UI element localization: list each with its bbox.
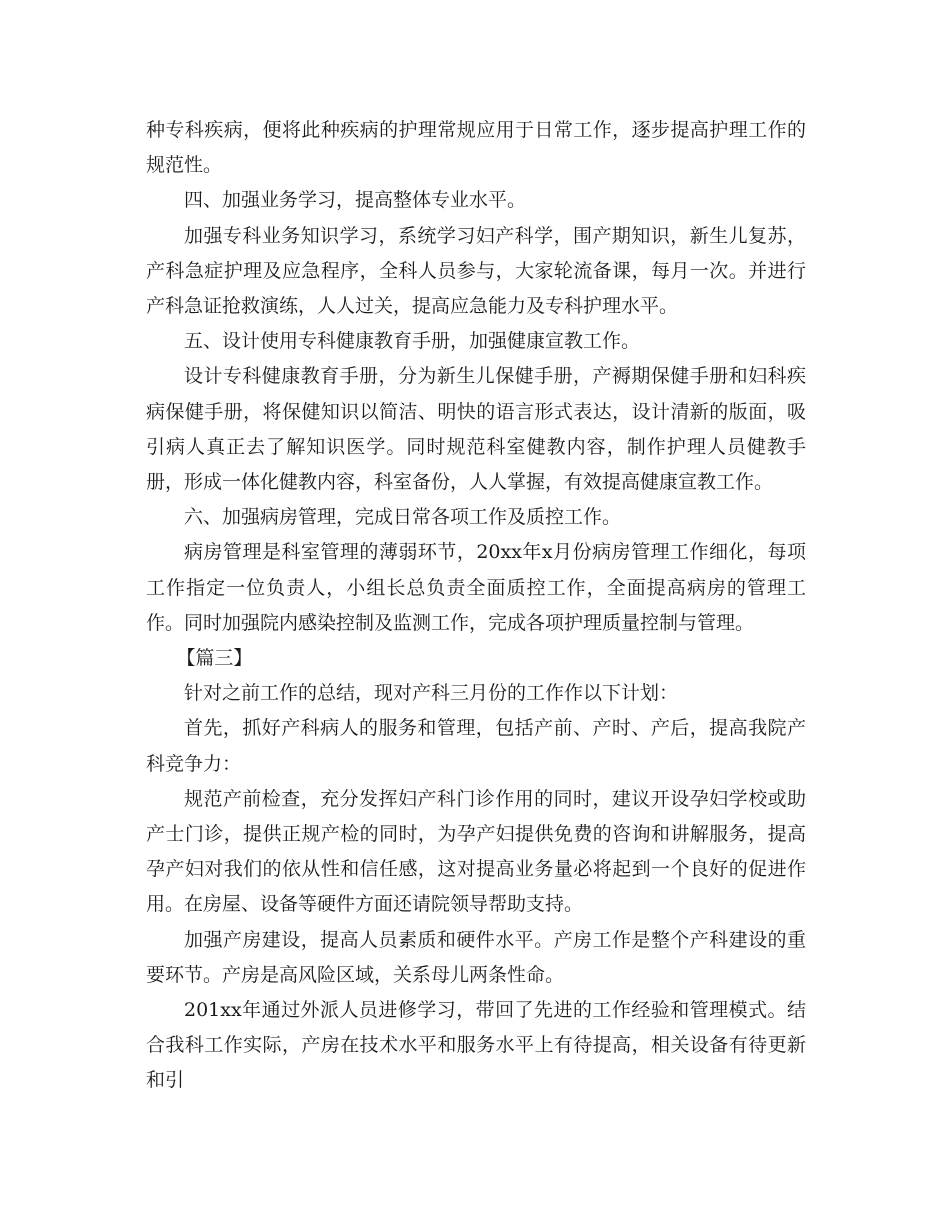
paragraph-delivery-room: 加强产房建设，提高人员素质和硬件水平。产房工作是整个产科建设的重要环节。产房是高风险区域，关系母儿两条性命。 (146, 928, 806, 986)
section-heading-four: 四、加强业务学习，提高整体专业水平。 (184, 189, 527, 212)
document-body (146, 113, 806, 1099)
paragraph-study: 加强专科业务知识学习，系统学习妇产科学，围产期知识，新生儿复苏，产科急症护理及应急程序，全科人员参与，大家轮流备课，每月一次。并进行产科急证抢救演练，人人过关，提高应急能力及专科护理水平。 (146, 224, 806, 318)
paragraph-education-handbook: 设计专科健康教育手册，分为新生儿保健手册，产褥期保健手册和妇科疾病保健手册，将保健知识以简洁、明快的语言形式表达，设计清新的版面，吸引病人真正去了解知识医学。同时规范科室健教内容，制作护理人员健教手册，形成一体化健教内容，科室备份，人人掌握，有效提高健康宣教工作。 (146, 365, 806, 494)
paragraph-plan-intro: 针对之前工作的总结，现对产科三月份的工作作以下计划： (184, 682, 679, 705)
paragraph-training: 201xx年通过外派人员进修学习，带回了先进的工作经验和管理模式。结合我科工作实际，产房在技术水平和服务水平上有待提高，相关设备有待更新和引 (146, 999, 806, 1092)
section-title-part-three: 【篇三】 (176, 647, 253, 670)
paragraph-continuation: 种专科疾病，便将此种疾病的护理常规应用于日常工作，逐步提高护理工作的规范性。 (146, 119, 806, 177)
section-heading-six: 六、加强病房管理，完成日常各项工作及质控工作。 (184, 506, 622, 529)
paragraph-first: 首先，抓好产科病人的服务和管理，包括产前、产时、产后，提高我院产科竞争力： (146, 717, 806, 775)
paragraph-ward-management: 病房管理是科室管理的薄弱环节，20xx年x月份病房管理工作细化，每项工作指定一位负责人，小组长总负责全面质控工作，全面提高病房的管理工作。同时加强院内感染控制及监测工作，完成各项护理质量控制与管理。 (146, 541, 806, 634)
paragraph-prenatal: 规范产前检查，充分发挥妇产科门诊作用的同时，建议开设孕妇学校或助产士门诊，提供正规产检的同时，为孕产妇提供免费的咨询和讲解服务，提高孕产妇对我们的依从性和信任感，这对提高业务量必将起到一个良好的促进作用。在房屋、设备等硬件方面还请院领导帮助支持。 (146, 787, 806, 916)
section-heading-five: 五、设计使用专科健康教育手册，加强健康宣教工作。 (184, 330, 641, 353)
